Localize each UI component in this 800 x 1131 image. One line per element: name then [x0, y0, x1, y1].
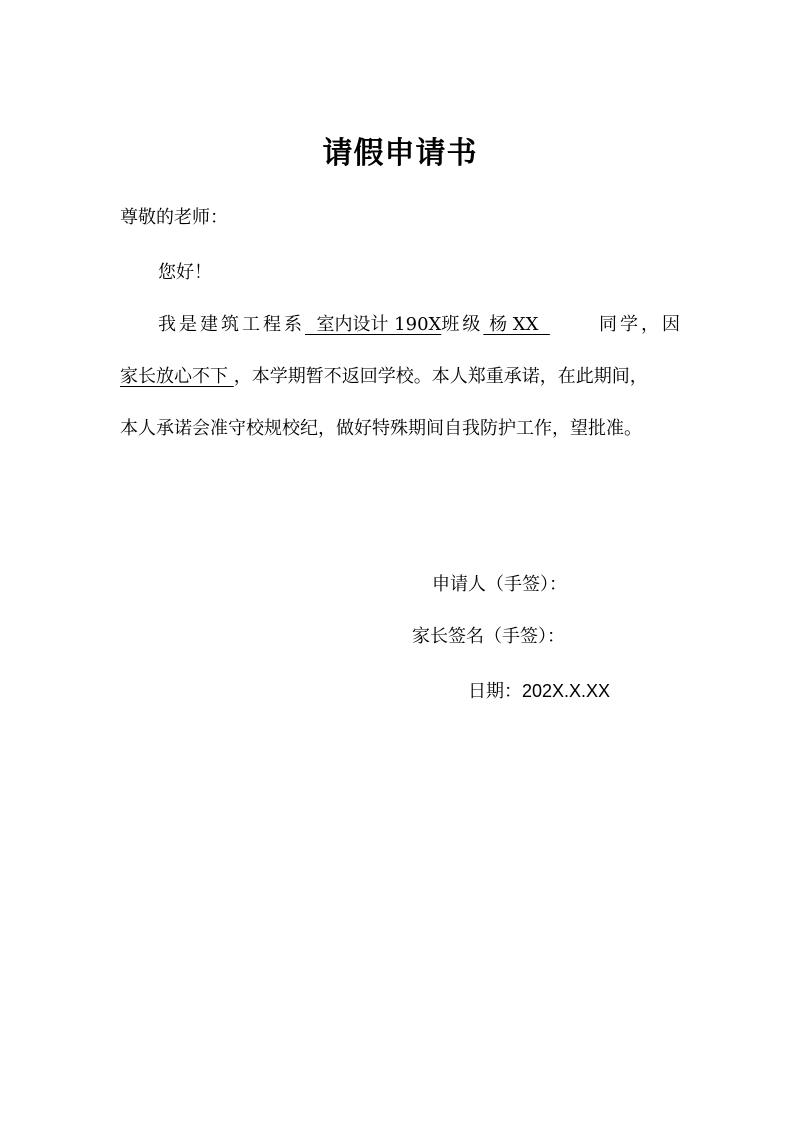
date-line: [468, 678, 610, 705]
department-text: 我是建筑工程系: [158, 314, 305, 335]
body-line-3: 本人承诺会准守校规校纪，做好特殊期间自我防护工作，望批准。: [120, 418, 642, 439]
document-title: 请假申请书: [322, 136, 478, 171]
reason-field: 家长放心不下: [120, 366, 234, 387]
body-line-2-text: ，本学期暂不返回学校。本人郑重承诺，在此期间，: [233, 366, 648, 387]
student-name-field: 杨 XX: [483, 314, 550, 335]
date-value: 202X.X.XX: [522, 681, 611, 701]
parent-signature-label: 家长签名（手签）：: [412, 626, 565, 647]
major-class-field: 室内设计 190X: [305, 314, 442, 335]
applicant-signature-label: 申请人（手签）：: [432, 574, 567, 595]
body-line-2: [120, 364, 648, 390]
greeting-line: 您好！: [158, 262, 212, 283]
salutation: 尊敬的老师：: [120, 207, 228, 228]
body-line-1: [158, 312, 683, 338]
student-suffix: 同学，因: [599, 314, 683, 335]
class-label: 班级: [441, 314, 484, 335]
date-label: 日期：: [468, 681, 522, 702]
